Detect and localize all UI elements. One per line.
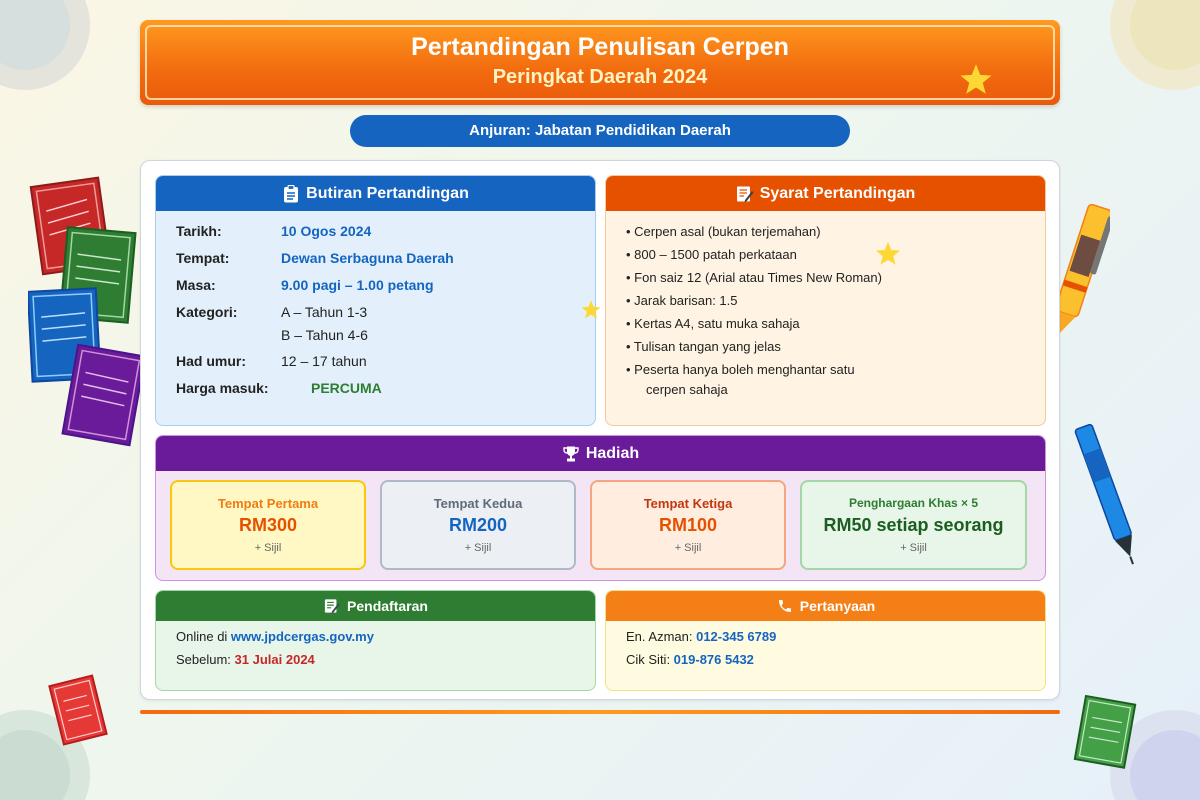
star-icon: [958, 62, 994, 98]
prize-amount: RM300: [238, 515, 298, 535]
star-icon: [874, 240, 902, 268]
organizer-badge: Anjuran: Jabatan Pendidikan Daerah: [350, 115, 850, 147]
registration-deadline: 31 Julai 2024: [234, 652, 315, 667]
memo-icon: [323, 597, 341, 615]
time-value: 9.00 pagi – 1.00 petang: [281, 277, 434, 293]
prize-note: + Sijil: [900, 542, 927, 554]
book-icon: [1068, 692, 1144, 772]
telephone-icon: [776, 597, 794, 615]
requirement-item: • Fon saiz 12 (Arial atau Times New Roman): [626, 270, 882, 285]
prize-card-first: [170, 480, 366, 570]
registration-panel: [155, 590, 596, 691]
requirement-item-continued: cerpen sahaja: [646, 382, 728, 397]
registration-online-line: [176, 629, 374, 644]
prize-title: Tempat Ketiga: [643, 496, 733, 511]
requirement-item: • Kertas A4, satu muka sahaja: [626, 316, 800, 331]
time-label: Masa:: [176, 277, 216, 293]
entry-fee-label: Harga masuk:: [176, 380, 269, 396]
prize-title: Tempat Pertama: [217, 496, 319, 511]
entry-fee-value: PERCUMA: [311, 380, 382, 396]
bottom-divider: [140, 710, 1060, 714]
age-limit-value: 12 – 17 tahun: [281, 353, 367, 369]
pen-icon: [1070, 418, 1150, 578]
registration-heading: Pendaftaran: [347, 598, 428, 614]
star-icon: [580, 299, 602, 321]
category-value-a: A – Tahun 1-3: [281, 304, 368, 320]
requirement-item: • Cerpen asal (bukan terjemahan): [626, 224, 821, 239]
contact-phone[interactable]: 012-345 6789: [696, 629, 777, 644]
requirements-panel: [605, 175, 1046, 426]
inquiries-heading: Pertanyaan: [799, 598, 876, 614]
registration-deadline-prefix: Sebelum:: [176, 652, 235, 667]
contact-name: En. Azman:: [626, 629, 697, 644]
main-card: [140, 160, 1060, 700]
category-value-b: B – Tahun 4-6: [281, 327, 368, 343]
prize-amount: RM100: [658, 515, 718, 535]
contact-name: Cik Siti:: [626, 652, 674, 667]
prize-card-second: [380, 480, 576, 570]
contact-line: [626, 629, 776, 644]
age-limit-label: Had umur:: [176, 353, 246, 369]
requirements-heading: Syarat Pertandingan: [759, 184, 916, 202]
inquiries-panel: [605, 590, 1046, 691]
registration-online-prefix: Online di: [176, 629, 231, 644]
prizes-heading: Hadiah: [585, 444, 640, 462]
prizes-panel-header: [156, 436, 1045, 471]
prize-title: Tempat Kedua: [433, 496, 523, 511]
registration-url-link[interactable]: www.jpdcergas.gov.my: [230, 629, 374, 644]
contact-phone[interactable]: 019-876 5432: [673, 652, 754, 667]
date-label: Tarikh:: [176, 223, 222, 239]
contact-line: [626, 652, 754, 667]
prize-card-special: [800, 480, 1027, 570]
prizes-panel: [155, 435, 1046, 581]
book-icon: [28, 172, 148, 452]
page-title: Pertandingan Penulisan Cerpen: [411, 33, 789, 61]
requirement-item: • Jarak barisan: 1.5: [626, 293, 738, 308]
inquiries-panel-header: [606, 591, 1045, 621]
prize-amount: RM200: [448, 515, 508, 535]
requirement-item: • 800 – 1500 patah perkataan: [626, 247, 797, 262]
prize-amount: RM50 setiap seorang: [823, 515, 1004, 535]
requirement-item: • Tulisan tangan yang jelas: [626, 339, 781, 354]
prize-card-third: [590, 480, 786, 570]
trophy-icon: [562, 445, 580, 463]
prize-note: + Sijil: [674, 542, 702, 554]
clipboard-icon: [282, 185, 300, 203]
prize-note: + Sijil: [464, 542, 492, 554]
requirement-item: • Peserta hanya boleh menghantar satu: [626, 362, 855, 377]
venue-value: Dewan Serbaguna Daerah: [281, 250, 454, 266]
prize-note: + Sijil: [254, 542, 282, 554]
registration-deadline-line: [176, 652, 315, 667]
details-heading: Butiran Pertandingan: [306, 184, 469, 202]
prize-title: Penghargaan Khas × 5: [848, 496, 979, 510]
venue-label: Tempat:: [176, 250, 230, 266]
category-label: Kategori:: [176, 304, 238, 320]
book-icon: [46, 672, 112, 748]
details-panel-header: [156, 176, 595, 211]
details-panel: [155, 175, 596, 426]
title-banner: [140, 20, 1060, 105]
registration-panel-header: [156, 591, 595, 621]
memo-icon: [736, 185, 754, 203]
requirements-panel-header: [606, 176, 1045, 211]
page-subtitle: Peringkat Daerah 2024: [492, 66, 708, 88]
date-value: 10 Ogos 2024: [281, 223, 372, 239]
